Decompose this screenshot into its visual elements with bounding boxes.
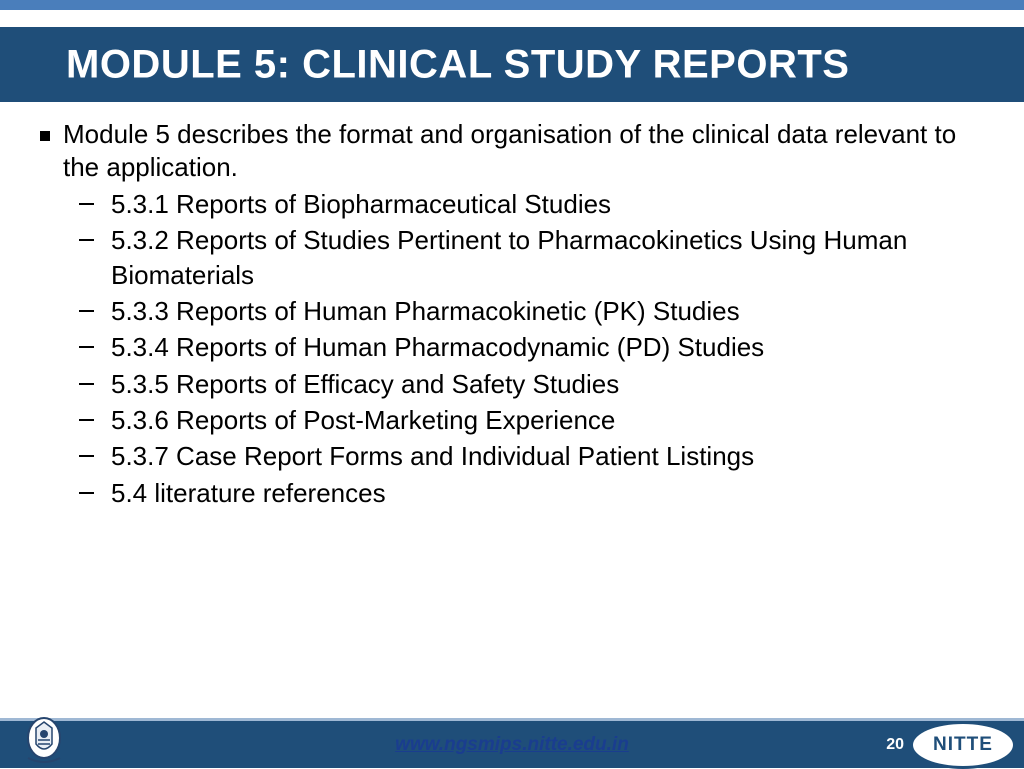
dash-bullet-icon xyxy=(79,455,94,457)
dash-bullet-icon xyxy=(79,310,94,312)
sub-item-label: 5.3.5 Reports of Efficacy and Safety Studies xyxy=(111,368,620,399)
dash-bullet-icon xyxy=(79,239,94,241)
sub-item-label: 5.3.1 Reports of Biopharmaceutical Studies xyxy=(111,189,612,219)
dash-bullet-icon xyxy=(79,346,94,348)
nitte-logo-label: NITTE xyxy=(933,733,993,755)
list-item xyxy=(63,439,994,473)
list-item xyxy=(63,330,994,364)
page-title: MODULE 5: CLINICAL STUDY REPORTS xyxy=(66,42,850,86)
footer-bar xyxy=(0,721,1024,768)
top-accent-bar xyxy=(0,0,1024,10)
list-item xyxy=(30,118,994,510)
list-item xyxy=(63,367,994,401)
list-item xyxy=(63,187,994,221)
dash-bullet-icon xyxy=(79,419,94,421)
sub-item-label: 5.3.6 Reports of Post-Marketing Experience xyxy=(111,404,616,435)
bullet-list-level2 xyxy=(63,187,994,510)
website-link[interactable]: www.ngsmips.nitte.edu.in xyxy=(395,733,629,755)
sub-item-label: 5.3.2 Reports of Studies Pertinent to Pharmacokinetics Using Human Biomaterials xyxy=(111,225,908,290)
sub-item-label: 5.4 literature references xyxy=(111,477,386,508)
bullet-list-level1 xyxy=(0,118,1024,510)
sub-item-label: 5.3.4 Reports of Human Pharmacodynamic (PD) Studies xyxy=(111,332,765,363)
square-bullet-icon xyxy=(40,131,50,141)
sub-item-label: 5.3.7 Case Report Forms and Individual Patient Listings xyxy=(111,441,755,472)
list-item xyxy=(63,403,994,437)
lead-bullet-text: Module 5 describes the format and organisation of the clinical data relevant to the application. xyxy=(63,119,957,182)
sub-item-label: 5.3.3 Reports of Human Pharmacokinetic (PK) Studies xyxy=(111,295,740,326)
dash-bullet-icon xyxy=(79,492,94,494)
dash-bullet-icon xyxy=(79,203,94,205)
university-crest-icon xyxy=(18,714,70,766)
slide-content xyxy=(0,118,1024,512)
dash-bullet-icon xyxy=(79,383,94,385)
list-item xyxy=(63,223,994,292)
list-item xyxy=(63,294,994,328)
title-banner xyxy=(0,27,1024,102)
slide-number: 20 xyxy=(886,735,904,753)
nitte-logo xyxy=(910,721,1016,769)
list-item xyxy=(63,476,994,510)
top-accent-bar-gap xyxy=(0,10,1024,14)
